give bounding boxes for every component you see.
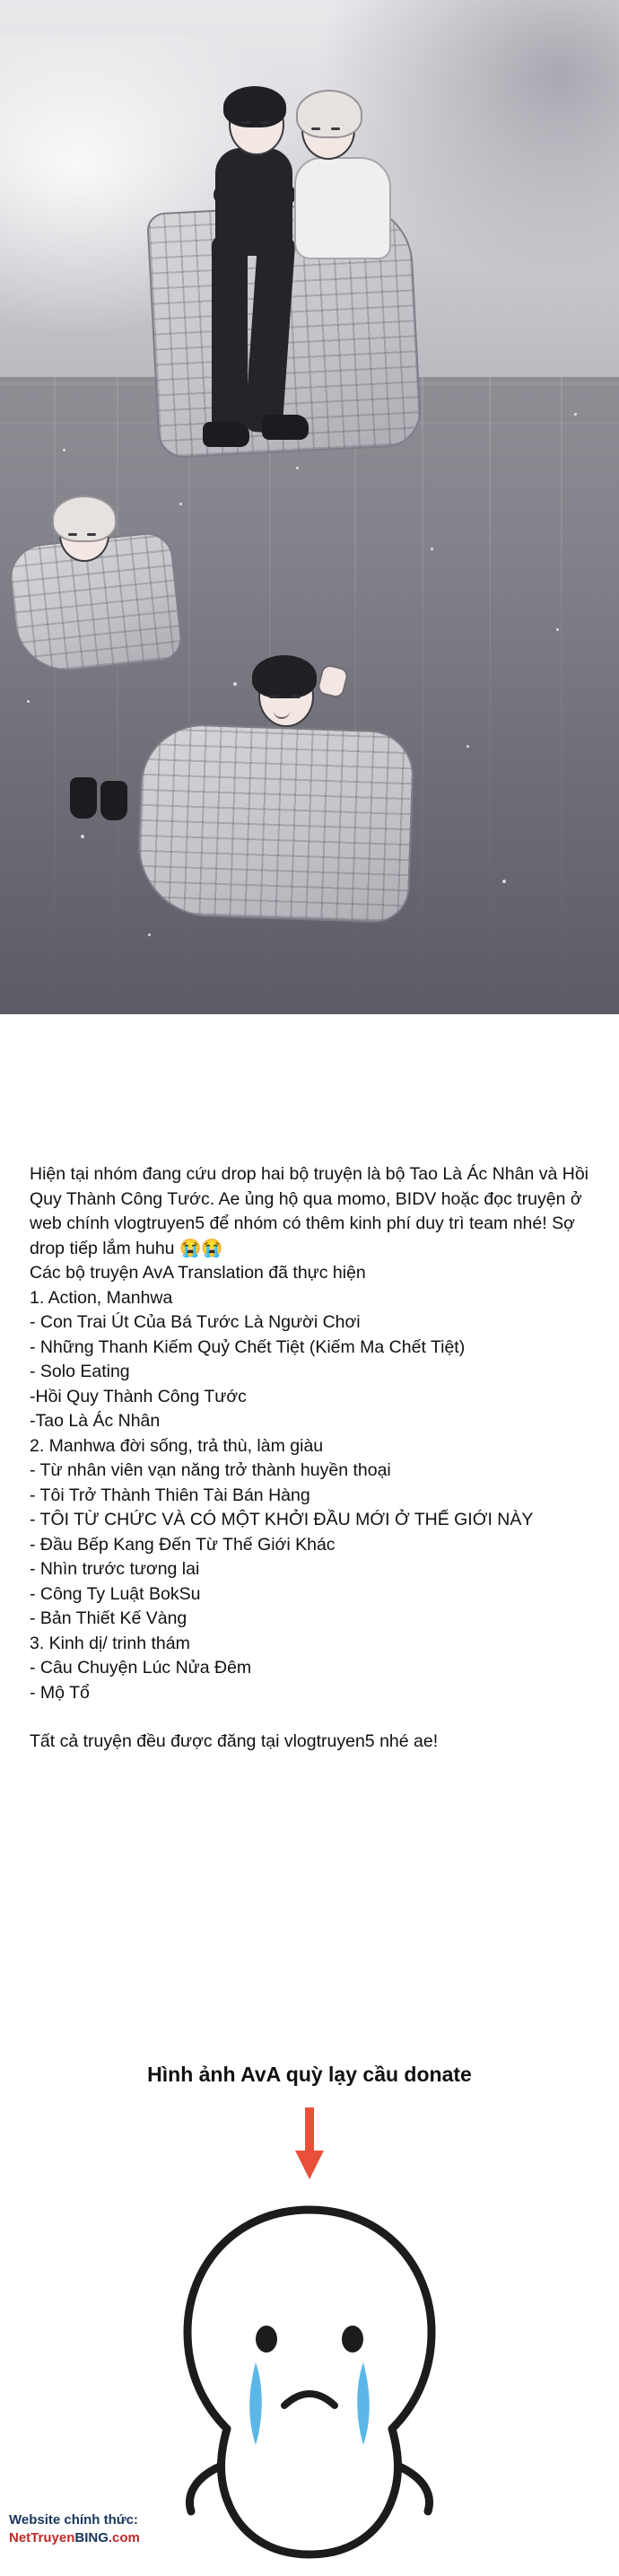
character-eye <box>311 127 320 130</box>
ground-streak <box>188 377 190 1014</box>
section-2-item: - Đầu Bếp Kang Đến Từ Thế Giới Khác <box>30 1534 336 1555</box>
footer-label: Website chính thức: <box>9 2512 138 2528</box>
snow-fleck <box>179 503 182 505</box>
character-boot <box>203 422 249 447</box>
note-paragraph-intro: Hiện tại nhóm đang cứu drop hai bộ truyện là bộ Tao Là Ác Nhân và Hồi Quy Thành Công Tước. Ae ủng hộ qua momo, BIDV hoặc đọc truyện ở web chính vlogtruyen5 để nhóm có thêm kinh phí duy trì team nhé! Sợ drop tiếp lắm huhu 😭😭 <box>30 1164 589 1258</box>
character-eye <box>240 121 250 124</box>
section-3-item: - Câu Chuyện Lúc Nửa Đêm <box>30 1658 252 1678</box>
plaid-blanket-right <box>135 723 414 924</box>
section-2-item: - Tôi Trở Thành Thiên Tài Bán Hàng <box>30 1485 310 1505</box>
ground-streak <box>54 377 56 1014</box>
section-3-item: - Mộ Tổ <box>30 1682 90 1703</box>
character-hair-dark <box>223 86 286 127</box>
character-eye <box>260 121 270 124</box>
snow-fleck <box>556 628 559 631</box>
section-2-item: - Nhìn trước tương lai <box>30 1559 200 1579</box>
ground-streak <box>117 377 118 1014</box>
character-hair-dark <box>252 655 317 698</box>
ground-streak <box>561 377 562 1014</box>
section-1-heading: 1. Action, Manhwa <box>30 1287 173 1308</box>
down-arrow-icon <box>295 2107 324 2179</box>
section-1-item: -Hồi Quy Thành Công Tước <box>30 1386 247 1406</box>
snow-fleck <box>63 449 65 451</box>
section-1-item: -Tao Là Ác Nhân <box>30 1411 161 1431</box>
section-1-item: - Những Thanh Kiếm Quỷ Chết Tiệt (Kiếm Ma Chết Tiệt) <box>30 1336 466 1357</box>
section-1-item: - Con Trai Út Của Bá Tước Là Người Chơi <box>30 1312 361 1332</box>
snow-fleck <box>574 413 577 416</box>
character-hair-light <box>296 90 362 138</box>
footer-site-suffix: .com <box>108 2530 140 2545</box>
note-paragraph-list-intro: Các bộ truyện AvA Translation đã thực hiện <box>30 1263 366 1283</box>
text-spacer <box>30 1705 589 1730</box>
snow-fleck <box>81 835 84 838</box>
section-1-item: - Solo Eating <box>30 1362 130 1381</box>
section-2-item: - TÔI TỪ CHỨC VÀ CÓ MỘT KHỞI ĐẦU MỚI Ở THẾ GIỚI NÀY <box>30 1510 534 1529</box>
snow-fleck <box>296 467 299 469</box>
character-boot <box>100 781 127 820</box>
translator-notes <box>0 1014 619 1755</box>
character-eye <box>68 533 77 536</box>
character-boot <box>262 415 309 440</box>
snow-fleck <box>27 700 30 703</box>
manhwa-art-panel <box>0 0 619 1014</box>
character-eye <box>331 127 340 130</box>
ground-streak <box>422 377 423 1014</box>
character-eye <box>291 695 301 698</box>
footer-site-prefix: NetTruyen <box>9 2530 75 2545</box>
footer-watermark <box>9 2511 368 2547</box>
snow-fleck <box>431 548 433 550</box>
snow-fleck <box>233 682 237 686</box>
footer-site-mid: BING <box>74 2530 109 2545</box>
character-boot <box>70 777 97 819</box>
section-2-item: - Công Ty Luật BokSu <box>30 1583 201 1604</box>
section-2-heading: 2. Manhwa đời sống, trả thù, làm giàu <box>30 1435 324 1456</box>
section-3-heading: 3. Kinh dị/ trinh thám <box>30 1633 190 1653</box>
footer-site-name <box>9 2529 368 2547</box>
character-arms-crossed <box>214 184 296 206</box>
character-eye <box>269 695 279 698</box>
character-eye <box>87 533 96 536</box>
character-body-light <box>294 157 391 259</box>
snow-fleck <box>502 880 506 883</box>
section-2-item: - Từ nhân viên vạn năng trở thành huyền thoại <box>30 1460 391 1480</box>
section-2-item: - Bản Thiết Kế Vàng <box>30 1608 187 1628</box>
donate-heading: Hình ảnh AvA quỳ lạy cầu donate <box>147 2063 472 2086</box>
snow-fleck <box>466 745 469 748</box>
ground-streak <box>489 377 491 1014</box>
snow-fleck <box>148 933 151 936</box>
character-hair-light <box>52 495 117 542</box>
character-leg <box>212 235 248 442</box>
note-paragraph-closing: Tất cả truyện đều được đăng tại vlogtruyen5 nhé ae! <box>30 1731 439 1751</box>
